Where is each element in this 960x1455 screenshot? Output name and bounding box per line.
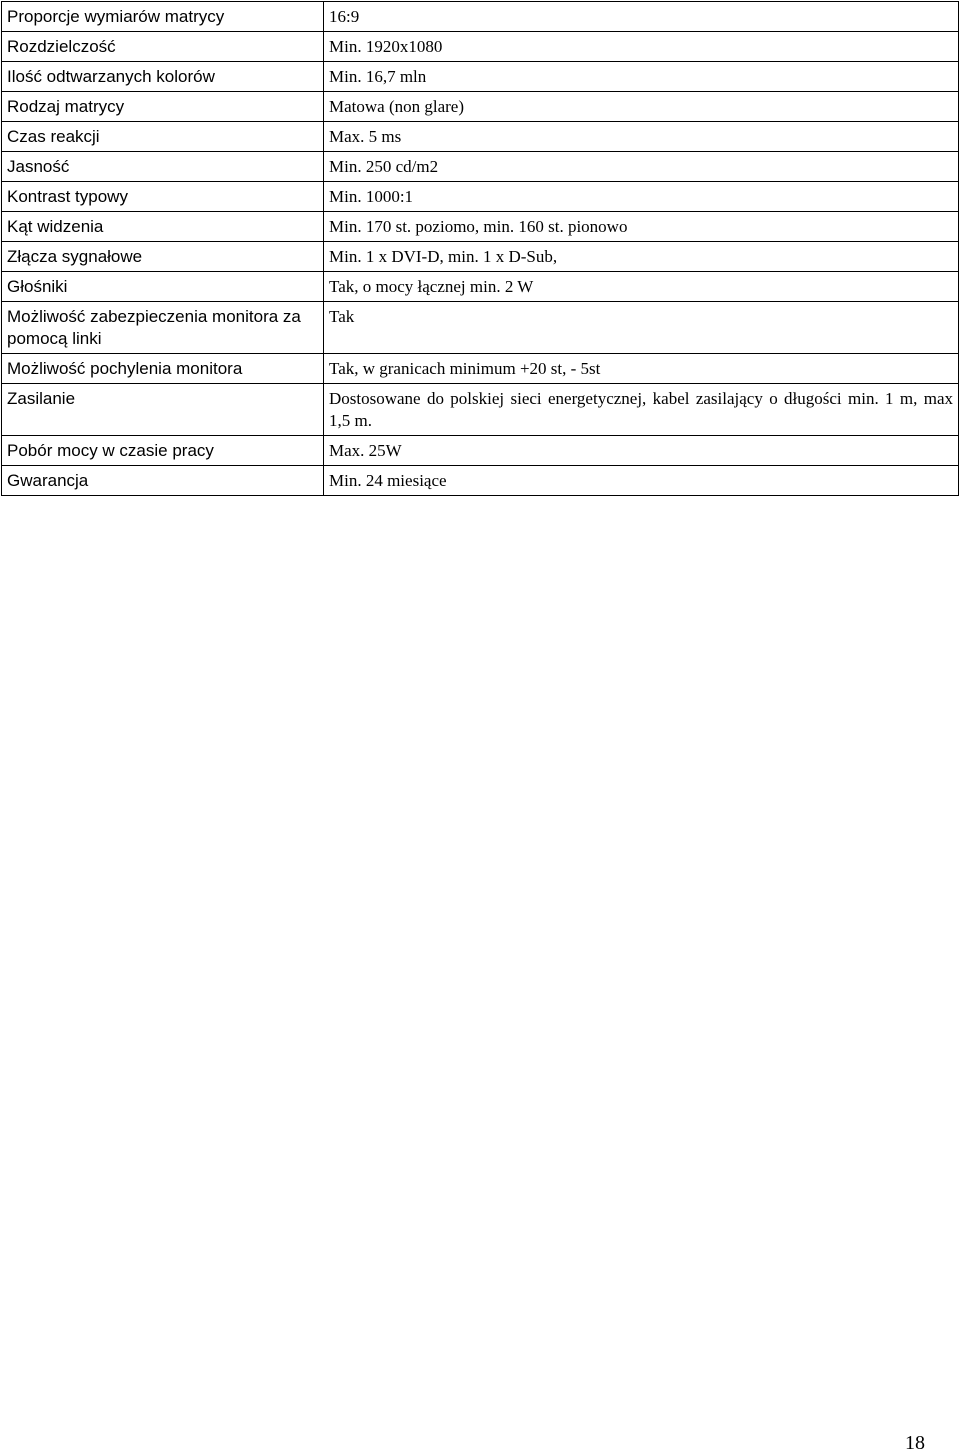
param-name: Zasilanie xyxy=(2,384,324,436)
spec-table xyxy=(1,1,959,496)
param-value: Tak, o mocy łącznej min. 2 W xyxy=(324,272,959,302)
table-row xyxy=(2,354,959,384)
param-value: Min. 170 st. poziomo, min. 160 st. pionowo xyxy=(324,212,959,242)
table-row xyxy=(2,2,959,32)
param-name: Proporcje wymiarów matrycy xyxy=(2,2,324,32)
param-name: Jasność xyxy=(2,152,324,182)
table-row xyxy=(2,62,959,92)
param-value: Tak xyxy=(324,302,959,354)
table-row xyxy=(2,466,959,496)
table-row xyxy=(2,384,959,436)
table-row xyxy=(2,212,959,242)
table-row xyxy=(2,272,959,302)
table-row xyxy=(2,182,959,212)
table-row xyxy=(2,152,959,182)
param-value: Min. 250 cd/m2 xyxy=(324,152,959,182)
table-row xyxy=(2,122,959,152)
param-name: Możliwość pochylenia monitora xyxy=(2,354,324,384)
param-value: Dostosowane do polskiej sieci energetycznej, kabel zasilający o długości min. 1 m, max 1,5 m. xyxy=(324,384,959,436)
page-number: 18 xyxy=(905,1432,925,1454)
param-value: Min. 1000:1 xyxy=(324,182,959,212)
param-name: Ilość odtwarzanych kolorów xyxy=(2,62,324,92)
table-row xyxy=(2,92,959,122)
table-row xyxy=(2,32,959,62)
table-row xyxy=(2,436,959,466)
param-value: Min. 24 miesiące xyxy=(324,466,959,496)
param-value: 16:9 xyxy=(324,2,959,32)
param-name: Złącza sygnałowe xyxy=(2,242,324,272)
param-name: Czas reakcji xyxy=(2,122,324,152)
param-name: Rodzaj matrycy xyxy=(2,92,324,122)
param-name: Rozdzielczość xyxy=(2,32,324,62)
param-value: Min. 1920x1080 xyxy=(324,32,959,62)
param-value: Max. 25W xyxy=(324,436,959,466)
param-value: Max. 5 ms xyxy=(324,122,959,152)
param-name: Pobór mocy w czasie pracy xyxy=(2,436,324,466)
param-value: Matowa (non glare) xyxy=(324,92,959,122)
param-name: Kąt widzenia xyxy=(2,212,324,242)
param-name: Gwarancja xyxy=(2,466,324,496)
table-row xyxy=(2,242,959,272)
param-name: Możliwość zabezpieczenia monitora za pomocą linki xyxy=(2,302,324,354)
param-name: Głośniki xyxy=(2,272,324,302)
param-name: Kontrast typowy xyxy=(2,182,324,212)
table-row xyxy=(2,302,959,354)
param-value: Tak, w granicach minimum +20 st, - 5st xyxy=(324,354,959,384)
param-value: Min. 16,7 mln xyxy=(324,62,959,92)
param-value: Min. 1 x DVI-D, min. 1 x D-Sub, xyxy=(324,242,959,272)
